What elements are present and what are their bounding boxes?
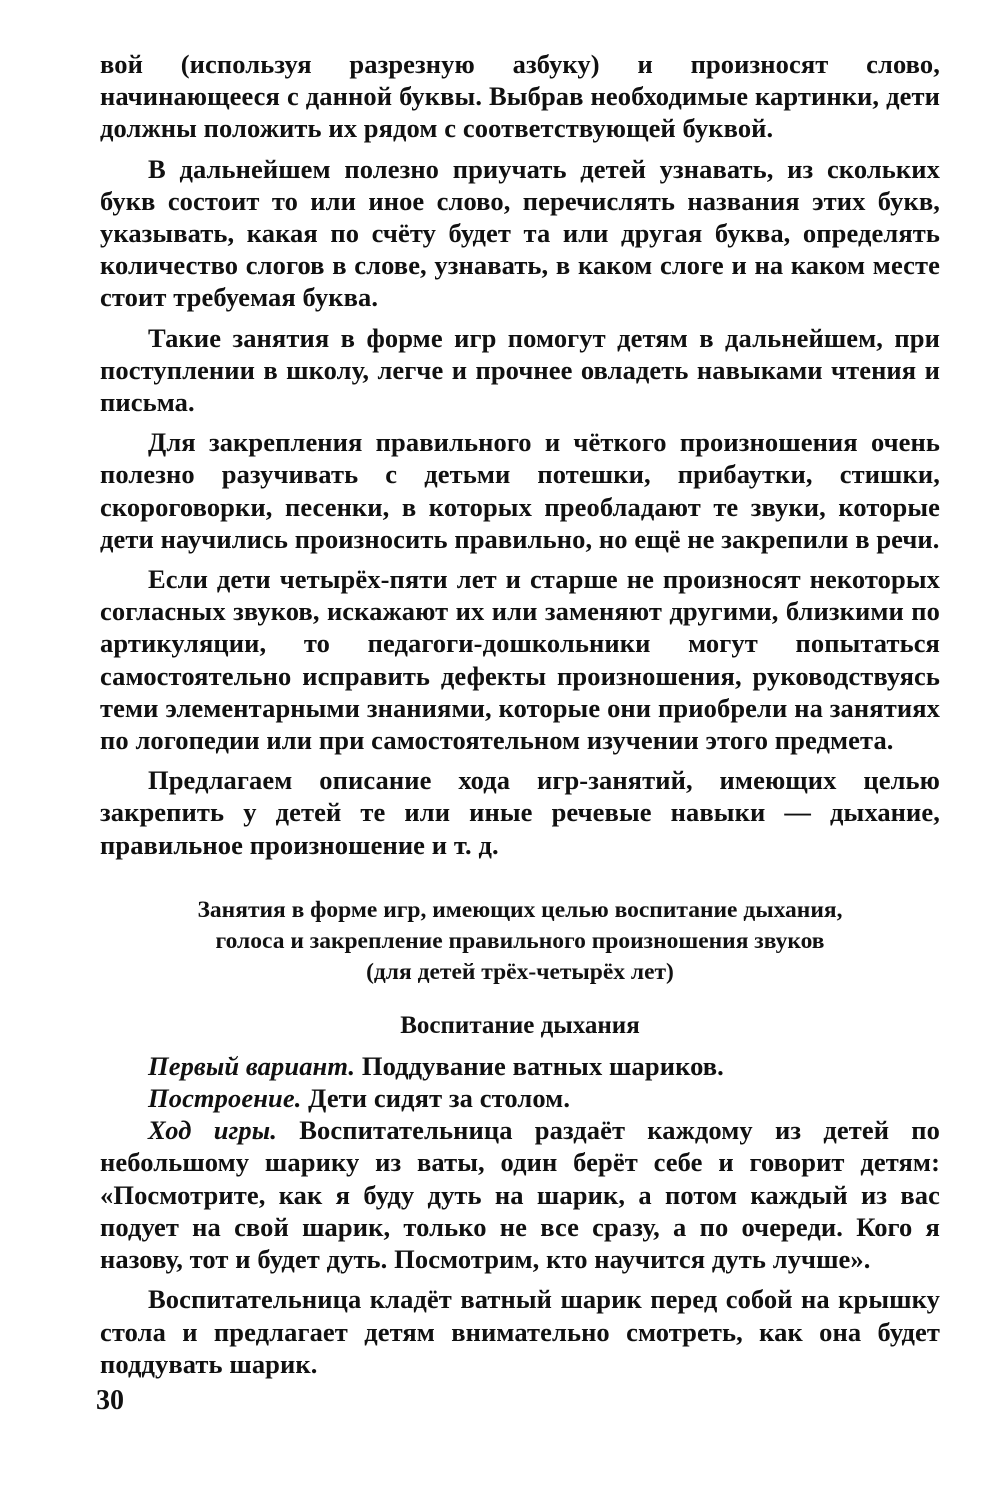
course-term: Ход игры.	[148, 1115, 277, 1146]
section-title-line-3: (для детей трёх-четырёх лет)	[366, 958, 674, 985]
section-title-line-2: голоса и закрепление правильного произношения звуков	[215, 927, 825, 954]
paragraph-5: Если дети четырёх-пяти лет и старше не произносят некоторых согласных звуков, искажают их или заменяют другими, близкими по артикуляции, то педагоги-дошкольники могут попытаться самостоятельно исправить дефекты произношения, руководствуясь теми элементарными знаниями, которые они приобрели на занятиях по логопедии или при самостоятельном изучении этого предмета.	[100, 564, 940, 756]
paragraph-6: Предлагаем описание хода игр-занятий, имеющих целью закрепить у детей те или иные речевые навыки — дыхание, правильное произношение и т. д.	[100, 765, 940, 860]
section-title-line-1: Занятия в форме игр, имеющих целью воспитание дыхания,	[197, 896, 843, 923]
paragraph-1: вой (используя разрезную азбуку) и произносят слово, начинающееся с данной буквы. Выбрав необходимые картинки, дети должны положить их рядом с соответствующей буквой.	[100, 49, 940, 144]
paragraph-2: В дальнейшем полезно приучать детей узнавать, из скольких букв состоит то или иное слово, перечислять названия этих букв, указывать, какая по счёту будет та или другая буква, определять количество слогов в слове, узнавать, в каком слоге и на каком месте стоит требуемая буква.	[100, 153, 940, 313]
paragraph-4: Для закрепления правильного и чёткого произношения очень полезно разучивать с детьми потешки, прибаутки, стишки, скороговорки, песенки, в которых преобладают те звуки, которые дети научились произносить правильно, но ещё не закрепили в речи.	[100, 427, 940, 554]
page-body	[100, 48, 940, 1380]
game-description	[100, 1050, 940, 1380]
setup-term: Построение.	[148, 1083, 302, 1114]
page-number: 30	[96, 1385, 124, 1416]
variant-text: Поддувание ватных шариков.	[355, 1050, 724, 1081]
variant-line	[100, 1050, 940, 1082]
course-text: Воспитательница раздаёт каждому из детей по небольшому шарику из ваты, один берёт себе и говорит детям: «Посмотрите, как я буду дуть на шарик, а потом каждый из вас подует на свой шарик, только не все сразу, а по очереди. Кого я назову, тот и будет дуть. Посмотрим, кто научится дуть лучше».	[100, 1115, 940, 1275]
course-paragraph	[100, 1114, 940, 1275]
paragraph-3: Такие занятия в форме игр помогут детям в дальнейшем, при поступлении в школу, легче и прочнее овладеть навыками чтения и письма.	[100, 322, 940, 418]
section-title	[110, 895, 930, 988]
subsection-title: Воспитание дыхания	[400, 1011, 640, 1039]
setup-line	[100, 1082, 940, 1114]
variant-term: Первый вариант.	[148, 1050, 356, 1081]
setup-text: Дети сидят за столом.	[301, 1083, 571, 1114]
last-paragraph: Воспитательница кладёт ватный шарик перед собой на крышку стола и предлагает детям внимательно смотреть, как она будет поддувать шарик.	[100, 1284, 940, 1379]
